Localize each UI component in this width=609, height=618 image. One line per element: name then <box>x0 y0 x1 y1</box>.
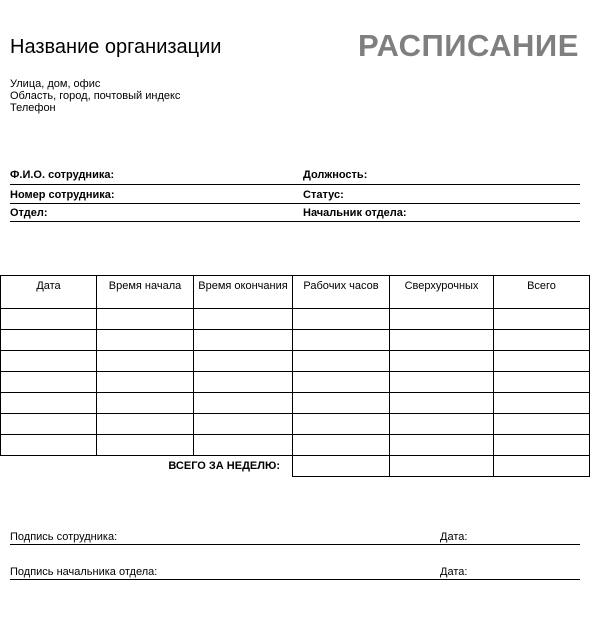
total-cell[interactable] <box>494 414 590 435</box>
overtime-cell[interactable] <box>390 330 494 351</box>
overtime-cell[interactable] <box>390 435 494 456</box>
status-label: Статус: <box>303 189 344 201</box>
date-cell[interactable] <box>1 435 97 456</box>
end-time-cell[interactable] <box>194 330 293 351</box>
department-line <box>10 221 580 222</box>
manager-label: Начальник отдела: <box>303 207 407 219</box>
date-cell[interactable] <box>1 309 97 330</box>
employee-name-label: Ф.И.О. сотрудника: <box>10 169 115 181</box>
start-time-cell[interactable] <box>97 372 194 393</box>
position-label: Должность: <box>303 169 368 181</box>
start-time-cell[interactable] <box>97 414 194 435</box>
date-cell[interactable] <box>1 372 97 393</box>
document-title: РАСПИСАНИЕ <box>358 28 579 63</box>
empty-cell <box>1 456 97 477</box>
employee-number-line <box>10 203 580 204</box>
table-row <box>1 351 590 372</box>
table-row <box>1 330 590 351</box>
table-row <box>1 309 590 330</box>
total-cell[interactable] <box>494 330 590 351</box>
manager-signature-label: Подпись начальника отдела: <box>10 566 158 578</box>
table-row <box>1 435 590 456</box>
table-row <box>1 393 590 414</box>
overtime-cell[interactable] <box>390 414 494 435</box>
overtime-cell[interactable] <box>390 372 494 393</box>
department-label: Отдел: <box>10 207 48 219</box>
work-hours-cell[interactable] <box>293 309 390 330</box>
work-hours-cell[interactable] <box>293 330 390 351</box>
header-overtime: Сверхурочных <box>390 276 494 309</box>
weekly-total-row <box>1 456 590 477</box>
work-hours-cell[interactable] <box>293 351 390 372</box>
end-time-cell[interactable] <box>194 372 293 393</box>
overtime-cell[interactable] <box>390 309 494 330</box>
date-cell[interactable] <box>1 393 97 414</box>
work-hours-cell[interactable] <box>293 393 390 414</box>
employee-signature-label: Подпись сотрудника: <box>10 531 118 543</box>
end-time-cell[interactable] <box>194 351 293 372</box>
total-cell[interactable] <box>494 435 590 456</box>
weekly-overtime-cell[interactable] <box>390 456 494 477</box>
start-time-cell[interactable] <box>97 393 194 414</box>
end-time-cell[interactable] <box>194 309 293 330</box>
employee-number-label: Номер сотрудника: <box>10 189 115 201</box>
header-end-time: Время окончания <box>194 276 293 309</box>
end-time-cell[interactable] <box>194 414 293 435</box>
overtime-cell[interactable] <box>390 393 494 414</box>
address-line-1: Улица, дом, офис <box>10 78 101 90</box>
table-row <box>1 372 590 393</box>
total-cell[interactable] <box>494 309 590 330</box>
total-cell[interactable] <box>494 351 590 372</box>
table-header-row <box>1 276 590 309</box>
phone-label: Телефон <box>10 102 56 114</box>
end-time-cell[interactable] <box>194 435 293 456</box>
overtime-cell[interactable] <box>390 351 494 372</box>
date-cell[interactable] <box>1 330 97 351</box>
weekly-total-cell[interactable] <box>494 456 590 477</box>
address-line-2: Область, город, почтовый индекс <box>10 90 181 102</box>
date-cell[interactable] <box>1 351 97 372</box>
start-time-cell[interactable] <box>97 435 194 456</box>
work-hours-cell[interactable] <box>293 372 390 393</box>
start-time-cell[interactable] <box>97 351 194 372</box>
employee-name-line <box>10 184 580 185</box>
start-time-cell[interactable] <box>97 330 194 351</box>
employee-signature-line <box>10 544 580 545</box>
header-start-time: Время начала <box>97 276 194 309</box>
end-time-cell[interactable] <box>194 393 293 414</box>
manager-signature-line <box>10 579 580 580</box>
total-cell[interactable] <box>494 372 590 393</box>
date-cell[interactable] <box>1 414 97 435</box>
header-total: Всего <box>494 276 590 309</box>
header-date: Дата <box>1 276 97 309</box>
organization-name: Название организации <box>10 36 222 58</box>
employee-date-label: Дата: <box>440 531 468 543</box>
schedule-table <box>0 275 590 477</box>
weekly-total-label: ВСЕГО ЗА НЕДЕЛЮ: <box>168 460 280 472</box>
header-work-hours: Рабочих часов <box>293 276 390 309</box>
manager-date-label: Дата: <box>440 566 468 578</box>
work-hours-cell[interactable] <box>293 414 390 435</box>
start-time-cell[interactable] <box>97 309 194 330</box>
total-cell[interactable] <box>494 393 590 414</box>
weekly-work-hours-cell[interactable] <box>293 456 390 477</box>
table-row <box>1 414 590 435</box>
work-hours-cell[interactable] <box>293 435 390 456</box>
